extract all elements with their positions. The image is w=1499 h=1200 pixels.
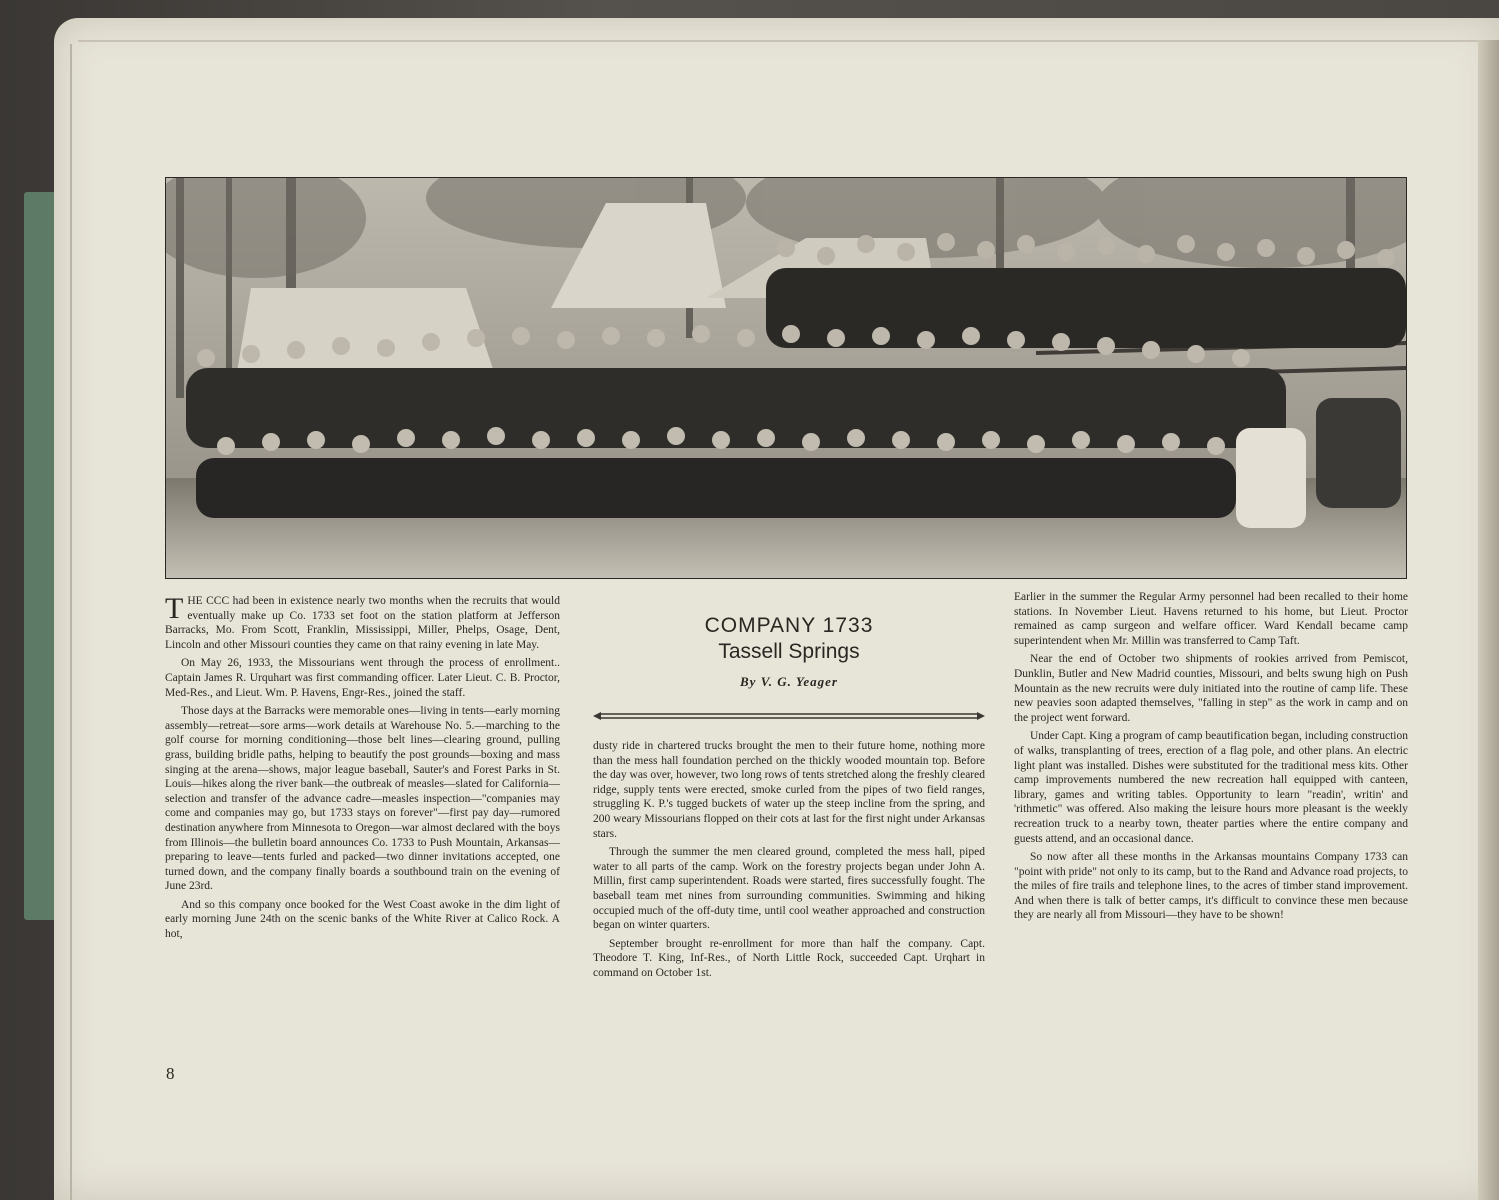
article-column-1 [165,594,560,946]
paragraph-2: On May 26, 1933, the Missourians went through the process of enrollment.. Captain James R. Urquhart was first commanding officer. Later Lieut. C. B. Proctor, Med-Res., and Lieut. Wm. P. Havens, Engr-Res., joined the staff. [165,657,560,699]
page-edge-line [70,44,72,1200]
paragraph-10: Under Capt. King a program of camp beautification began, including construction of walks, transplanting of trees, erection of a flag pole, and other plans. An electric light plant was installed. Dishes were substituted for the traditional mess kits. Other camp improvements numbered the new recreation hall equipped with canteen, library, games and writing tables. Opportunity to learn "readin', writin' and 'rithmetic" was offered. Also making the leisure hours more pleasant is the weekly recreation truck to a nearby town, theater parties where the entire company and guests attend, and an occasional dance. [1014,730,1408,845]
company-group-photo [165,177,1407,579]
decorative-rule [593,711,985,721]
paragraph-4: And so this company once booked for the West Coast awoke in the dim light of early morning June 24th on the scenic banks of the White River at Calico Rock. A hot, [165,898,560,941]
paragraph-8: Earlier in the summer the Regular Army personnel had been recalled to their home stations. In November Lieut. Havens returned to his home, but Lieut. Proctor remained as camp surgeon and welfare officer. Ward Kendall became camp superintendent when Mr. Millin was transferred to Camp Taft. [1014,591,1408,647]
paragraph-3: Those days at the Barracks were memorable ones—living in tents—early morning assembly—retreat—sore arms—work details at Warehouse No. 5.—marching to the golf course for morning conditioning—those belt lines—clearing ground, pulling grass, building bridle paths, helping to beautify the post grounds—boxing and mass singing at the arena—shows, major league baseball, Sauter's and Forest Parks in St. Louis—hikes along the river bank—the outbreak of measles—slated for California—selection and transfer of the advance cadre—measles inspection—"companies may come and companies may go, but 1733 stays on forever"—first pay day—rumored destination anywhere from Minnesota to Oregon—war almost declared with the boys from Illinois—the bulletin board announces Co. 1733 to Push Mountain, Arkansas—preparing to leave—tents furled and packed—two dinner invitations accepted, one turned down, and the company finally boards a southbound train on the evening of June 23rd. [165,705,560,893]
drop-cap: T [165,592,184,625]
article-byline: By V. G. Yeager [740,674,838,689]
binding-tab [24,192,54,920]
book-spine [1478,40,1499,1200]
paragraph-11: So now after all these months in the Arkansas mountains Company 1733 can "point with pride" not only to its camp, but to the Rand and Advance road projects, to the miles of fire trails and telephone lines, to the acres of timber stand improvement. And when there is talk of better camps, it's difficult to convince these men because they are nearly all from Missouri—they have to be shown! [1014,851,1408,922]
article-heading [593,614,985,690]
paragraph-5: dusty ride in chartered trucks brought the men to their future home, nothing more than the mess hall foundation perched on the thickly wooded mountain top. Before the day was over, however, two long rows of tents stretched along the freshly cleared ridge, supply tents were erected, smoke curled from the pipes of two field ranges, struggling K. P.'s tugged buckets of water up the steep incline from the spring, and 200 weary Missourians flopped on their cots at last for the first night under Arkansas stars. [593,740,985,840]
article-title: COMPANY 1733 [704,614,874,637]
page-number: 8 [166,1064,175,1083]
paragraph-6: Through the summer the men cleared ground, completed the mess hall, piped water to all parts of the camp. Work on the forestry projects began under John A. Millin, first camp superintendent. Roads were started, fires successfully fought. The baseball team met nines from surrounding communities. Swimming and hiking occupied much of the off-duty time, until cool weather approached and construction began on winter quarters. [593,846,985,932]
paragraph-9: Near the end of October two shipments of rookies arrived from Pemiscot, Dunklin, Butler and New Madrid counties, Missouri, and belts swung high on Push Mountain as the new recruits were duly initiated into the routine of camp life. These new peavies soon adapted themselves, "falling in step" as the work in camp and on the project went forward. [1014,653,1408,724]
paragraph-1-text: HE CCC had been in existence nearly two months when the recruits that would eventually make up Co. 1733 set foot on the station platform at Jefferson Barracks, Mo. From Scott, Franklin, Mississippi, Miller, Phelps, Osage, Dent, Lincoln and other Missouri counties they came on that rainy evening in late May. [165,595,560,651]
page-top-line [78,40,1478,42]
paragraph-1 [165,594,560,652]
paragraph-7: September brought re-enrollment for more than half the company. Capt. Theodore T. King, Inf-Res., of North Little Rock, succeeded Capt. Urqhart in command on October 1st. [593,937,985,979]
article-column-2 [593,739,985,985]
article-subtitle: Tassell Springs [718,640,860,663]
group-photo-image [166,178,1406,578]
article-column-3 [1014,590,1408,927]
